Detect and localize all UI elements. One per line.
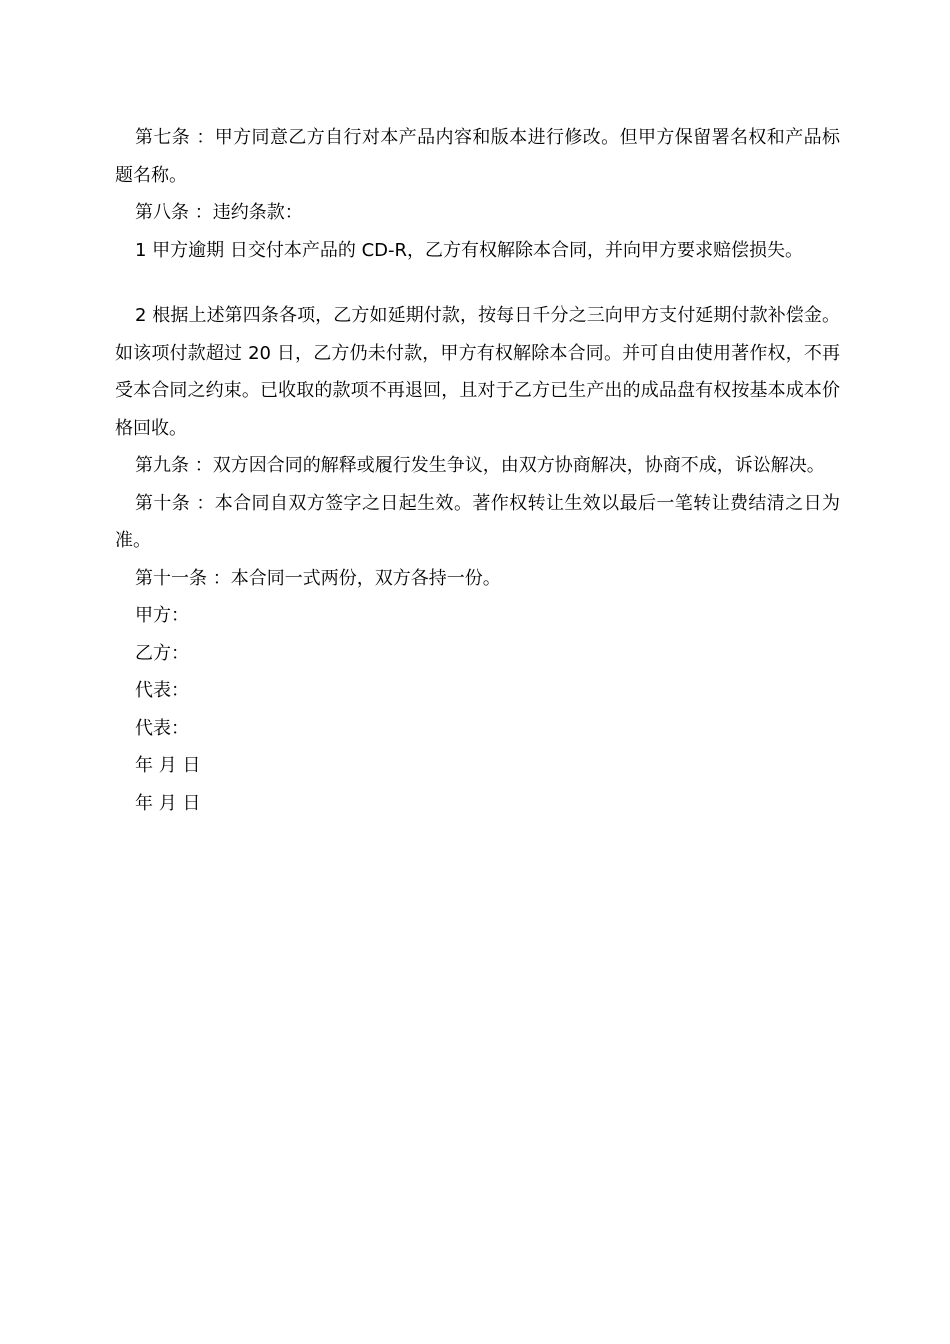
party-b-representative-line: 代表：	[135, 717, 189, 739]
document-body	[115, 119, 840, 822]
party-b-signature-line: 乙方：	[135, 642, 189, 664]
article-9: 第九条 ：双方因合同的解释或履行发生争议，由双方协商解决，协商不成，诉讼解决。	[135, 455, 825, 476]
article-11: 第十一条 ：本合同一式两份，双方各持一份。	[135, 567, 501, 589]
article-7: 第七条 ：甲方同意乙方自行对本产品内容和版本进行修改。但甲方保留署名权和产品标题名称。	[115, 127, 840, 186]
article-10: 第十条 ：本合同自双方签字之日起生效。著作权转让生效以最后一笔转让费结清之日为准。	[115, 492, 840, 551]
article-8-heading: 第八条 ：违约条款：	[135, 202, 303, 223]
party-a-representative-line: 代表：	[135, 680, 189, 701]
article-8-clause-2: 2 根据上述第四条各项，乙方如延期付款，按每日千分之三向甲方支付延期付款补偿金。如该项付款超过 20 日，乙方仍未付款，甲方有权解除本合同。并可自由使用著作权，不再受本合同之约束。已收取的款项不再退回，且对于乙方已生产出的成品盘有权按基本成本价格回收。	[115, 305, 840, 439]
party-a-date-line: 年 月 日	[135, 755, 201, 776]
paragraph-spacer	[115, 269, 840, 297]
party-a-signature-line: 甲方：	[135, 605, 189, 626]
party-b-date-line: 年 月 日	[135, 792, 201, 814]
article-8-clause-1: 1 甲方逾期 日交付本产品的 CD-R，乙方有权解除本合同，并向甲方要求赔偿损失。	[135, 239, 804, 261]
